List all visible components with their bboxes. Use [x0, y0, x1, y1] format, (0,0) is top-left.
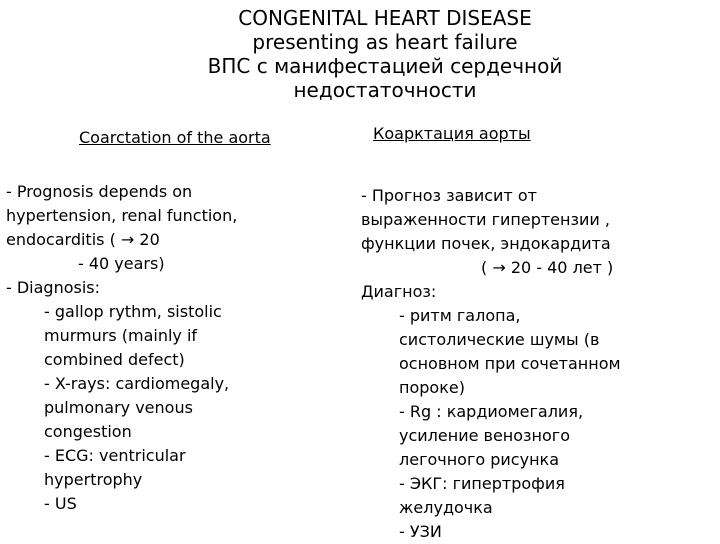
right-line: - Rg : кардиомегалия, — [399, 402, 584, 421]
left-line: pulmonary venous — [44, 398, 193, 417]
slide-title — [40, 6, 720, 102]
right-line: систолические шумы (в — [399, 330, 600, 349]
right-line: легочного рисунка — [399, 450, 559, 469]
left-column-heading: Coarctation of the aorta — [79, 128, 271, 147]
left-line: combined defect) — [44, 350, 185, 369]
right-line: - ритм галопа, — [399, 306, 521, 325]
right-line: желудочка — [399, 498, 493, 517]
left-line: - ECG: ventricular — [44, 446, 186, 465]
left-line: - gallop rythm, sistolic — [44, 302, 222, 321]
title-line-2: presenting as heart failure — [252, 30, 518, 54]
right-line: пороке) — [399, 378, 465, 397]
left-line: hypertrophy — [44, 470, 143, 489]
right-line: - ЭКГ: гипертрофия — [399, 474, 565, 493]
left-column-body — [6, 180, 237, 516]
left-line: - X-rays: cardiomegaly, — [44, 374, 230, 393]
left-line: - Prognosis depends on — [6, 182, 193, 201]
right-line: - УЗИ — [399, 522, 442, 541]
title-line-1: CONGENITAL HEART DISEASE — [238, 6, 532, 30]
right-line: усиление венозного — [399, 426, 570, 445]
left-line: - US — [44, 494, 77, 513]
title-line-4: недостаточности — [293, 78, 477, 102]
left-line: hypertension, renal function, — [6, 206, 238, 225]
right-line: - Прогноз зависит от — [361, 186, 537, 205]
right-column-body — [361, 184, 621, 544]
right-line: функции почек, эндокардита — [361, 234, 611, 253]
right-line: Диагноз: — [361, 282, 437, 301]
left-line: endocarditis ( → 20 — [6, 230, 160, 249]
title-line-3: ВПС с манифестацией сердечной — [207, 54, 563, 78]
right-column-heading: Коарктация аорты — [373, 124, 531, 143]
right-line: основном при сочетанном — [399, 354, 621, 373]
left-line: - Diagnosis: — [6, 278, 101, 297]
left-line: congestion — [44, 422, 132, 441]
right-line: ( → 20 - 40 лет ) — [481, 258, 614, 277]
left-line: murmurs (mainly if — [44, 326, 198, 345]
right-line: выраженности гипертензии , — [361, 210, 610, 229]
left-line: - 40 years) — [78, 254, 165, 273]
